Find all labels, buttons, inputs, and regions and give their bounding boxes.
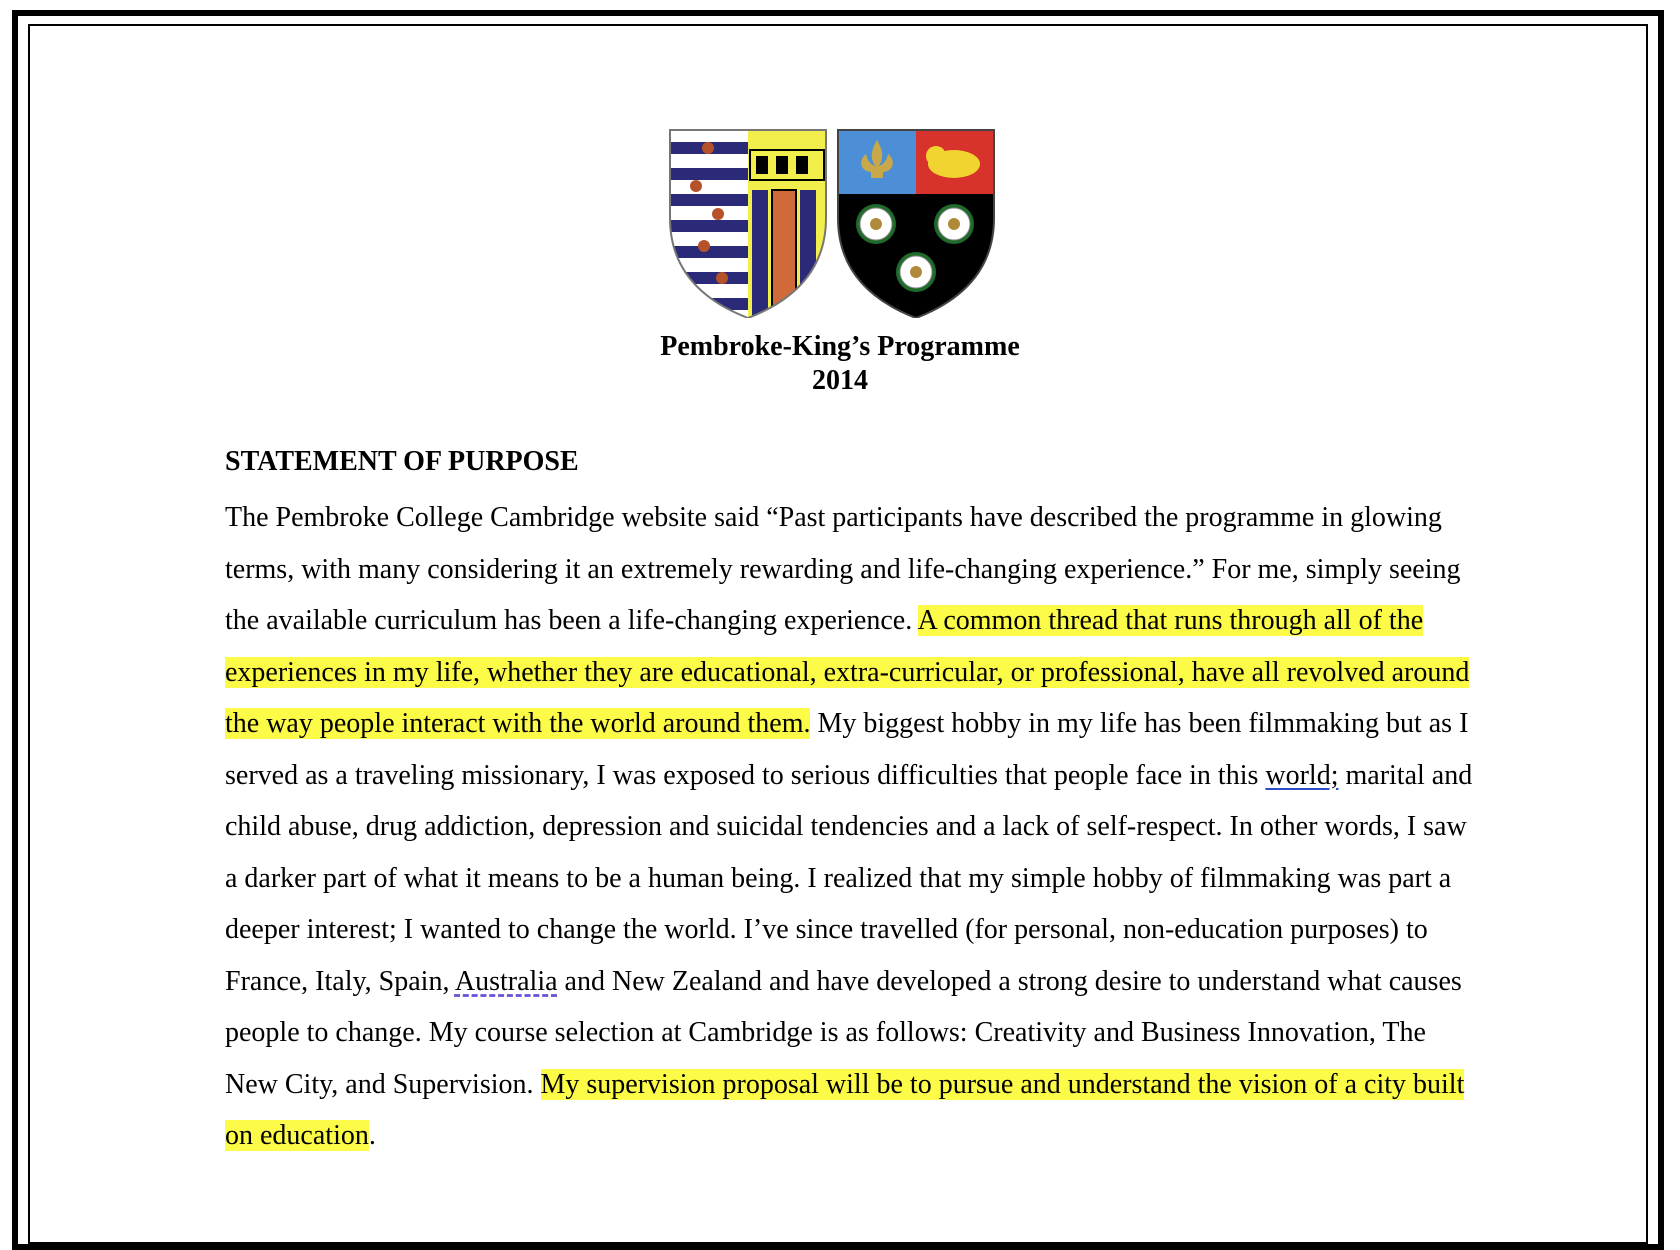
section-heading: STATEMENT OF PURPOSE: [225, 446, 579, 477]
statement-paragraph: [225, 492, 1475, 1162]
programme-year: 2014: [812, 365, 868, 396]
highlighted-text: A common thread that runs through all of the experiences in my life, whether they are educational, extra-curricular, or professional, have all revolved around the way people interact with the world around them.: [225, 605, 1470, 739]
crests-image: [668, 128, 998, 318]
text-run: The Pembroke College Cambridge website said “Past participants have described the programme in glowing terms, with many considering it an extremely rewarding and life-changing experience.” For me, simply seeing the available curriculum has been a life-changing experience.: [225, 502, 1461, 636]
text-run: and New Zealand and have developed a strong desire to understand what causes people to change. My course selection at Cambridge is as follows: Creativity and Business Innovation, The New City, and Supervision.: [225, 965, 1462, 1100]
text-run: .: [368, 1120, 376, 1151]
college-crests: [668, 128, 998, 318]
spelling-flag-word[interactable]: Australia: [454, 965, 558, 997]
grammar-flag-word[interactable]: world;: [1265, 759, 1339, 791]
pembroke-arms-icon: [670, 130, 826, 318]
highlighted-text: My supervision proposal will be to pursue and understand the vision of a city built on education: [225, 1068, 1465, 1151]
programme-title: Pembroke-King’s Programme: [660, 331, 1020, 362]
text-run: My biggest hobby in my life has been filmmaking but as I served as a traveling missionary, I was exposed to serious difficulties that people face in this: [225, 708, 1469, 791]
kings-arms-icon: [838, 130, 994, 318]
text-run: marital and child abuse, drug addiction, depression and suicidal tendencies and a lack of self-respect. In other words, I saw a darker part of what it means to be a human being. I realized that my simple hobby of filmmaking was part a deeper interest; I wanted to change the world. I’ve since travelled (for personal, non-education purposes) to France, Italy, Spain,: [225, 759, 1473, 997]
